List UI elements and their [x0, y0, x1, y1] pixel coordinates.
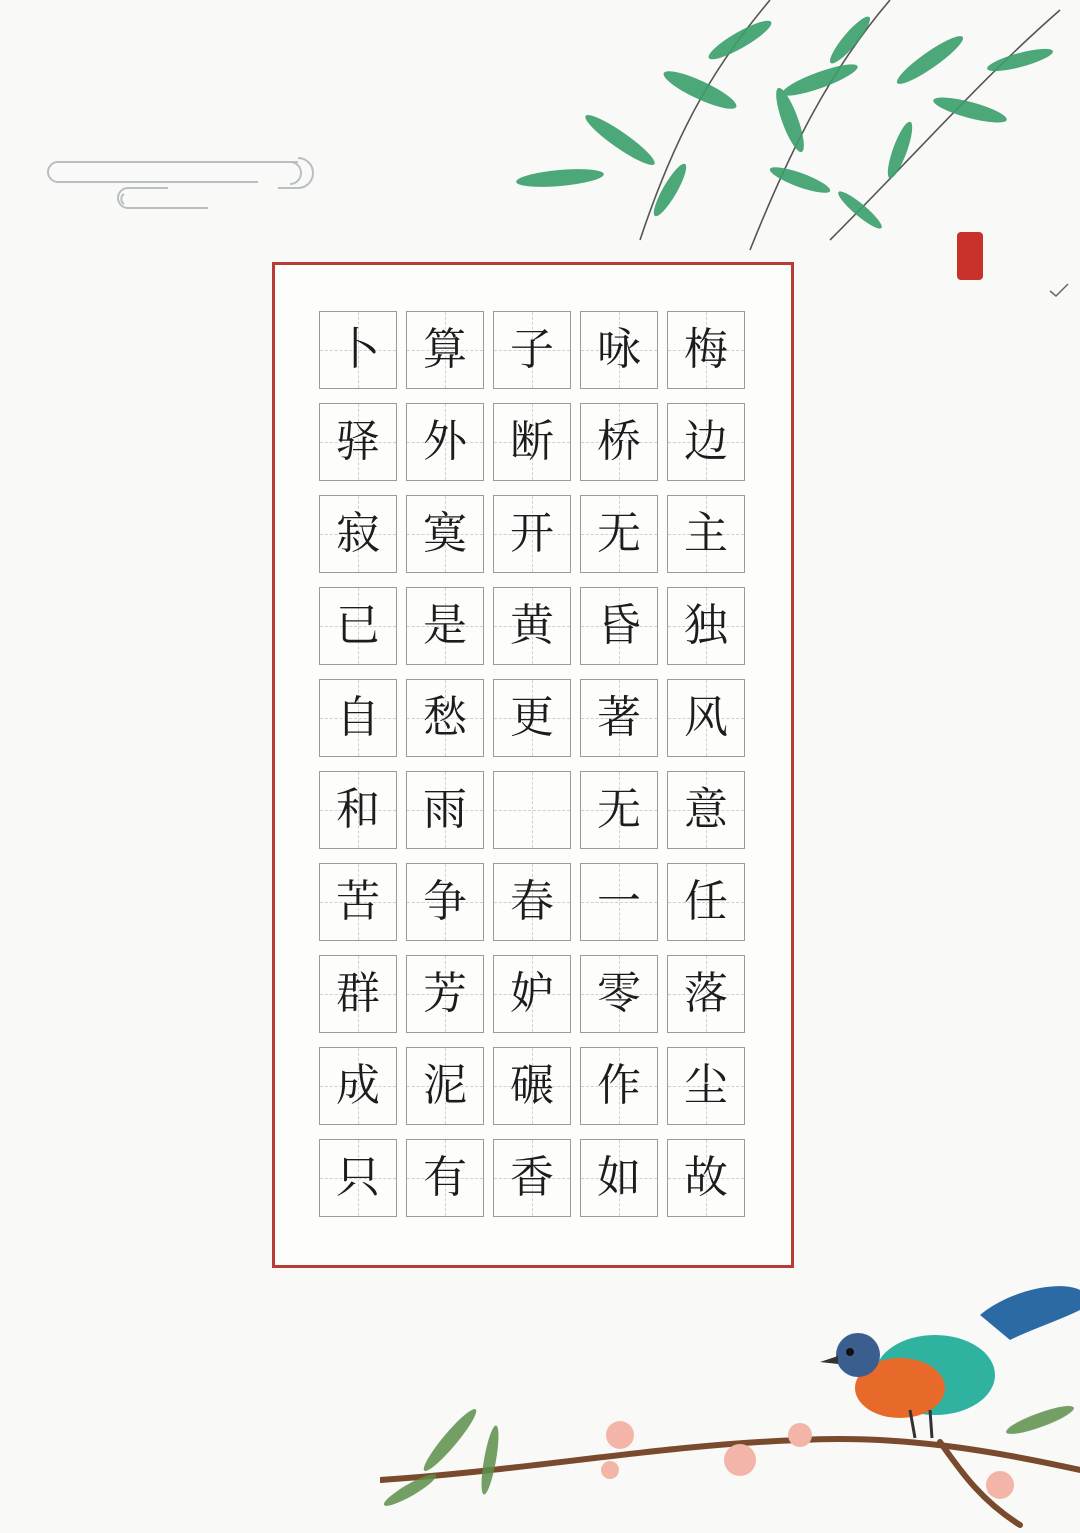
- practice-cell: [580, 863, 658, 941]
- character: 外: [423, 416, 467, 467]
- practice-cell: [667, 1139, 745, 1217]
- character: 尘: [684, 1060, 728, 1111]
- practice-cell: [493, 771, 571, 849]
- practice-cell: [580, 587, 658, 665]
- character: 苦: [336, 876, 380, 927]
- check-mark-icon: [1048, 282, 1070, 298]
- willow-branch-icon: [500, 0, 1080, 260]
- practice-cell: [493, 955, 571, 1033]
- practice-cell: [319, 771, 397, 849]
- character: 落: [684, 968, 728, 1019]
- character: 子: [510, 324, 554, 375]
- character: 作: [597, 1060, 641, 1111]
- practice-cell: [319, 403, 397, 481]
- practice-cell: [493, 679, 571, 757]
- practice-cell: [493, 587, 571, 665]
- practice-cell: [493, 311, 571, 389]
- character: 卜: [336, 324, 380, 375]
- practice-cell: [667, 403, 745, 481]
- practice-cell: [493, 863, 571, 941]
- character: 香: [510, 1152, 554, 1203]
- cloud-scroll-icon: [28, 150, 318, 240]
- practice-cell: [580, 495, 658, 573]
- bird-on-branch-icon: [380, 1270, 1080, 1533]
- character: 意: [684, 784, 728, 835]
- practice-cell: [667, 587, 745, 665]
- character: 风: [684, 692, 728, 743]
- character: 有: [423, 1152, 467, 1203]
- character: 妒: [510, 968, 554, 1019]
- character: 开: [510, 508, 554, 559]
- practice-cell: [319, 1139, 397, 1217]
- character: 无: [597, 508, 641, 559]
- practice-cell: [406, 1139, 484, 1217]
- practice-cell: [667, 955, 745, 1033]
- practice-cell: [493, 495, 571, 573]
- practice-cell: [406, 495, 484, 573]
- calligraphy-practice-frame: [272, 262, 794, 1268]
- character-grid: [319, 311, 745, 1217]
- practice-cell: [406, 1047, 484, 1125]
- practice-cell: [580, 679, 658, 757]
- character: 故: [684, 1152, 728, 1203]
- character: 碾: [510, 1060, 554, 1111]
- character: 已: [336, 600, 380, 651]
- character: 只: [336, 1152, 380, 1203]
- character: 成: [336, 1060, 380, 1111]
- character: 更: [510, 692, 554, 743]
- practice-cell: [319, 863, 397, 941]
- practice-cell: [667, 1047, 745, 1125]
- character: 寂: [336, 508, 380, 559]
- practice-cell: [667, 679, 745, 757]
- character: 断: [510, 416, 554, 467]
- practice-cell: [493, 1047, 571, 1125]
- practice-cell: [580, 1139, 658, 1217]
- practice-cell: [667, 863, 745, 941]
- practice-cell: [406, 587, 484, 665]
- character: 愁: [423, 692, 467, 743]
- practice-cell: [406, 863, 484, 941]
- character: 桥: [597, 416, 641, 467]
- character: 泥: [423, 1060, 467, 1111]
- character: 边: [684, 416, 728, 467]
- character: 主: [684, 508, 728, 559]
- practice-cell: [406, 679, 484, 757]
- practice-cell: [319, 495, 397, 573]
- practice-cell: [406, 403, 484, 481]
- practice-cell: [580, 311, 658, 389]
- character: 芳: [423, 968, 467, 1019]
- character: 昏: [597, 600, 641, 651]
- character: 春: [510, 876, 554, 927]
- practice-cell: [319, 1047, 397, 1125]
- character: 争: [423, 876, 467, 927]
- character: 驿: [336, 416, 380, 467]
- practice-cell: [319, 679, 397, 757]
- practice-cell: [406, 311, 484, 389]
- practice-cell: [667, 495, 745, 573]
- practice-cell: [580, 771, 658, 849]
- character: 著: [597, 692, 641, 743]
- character: 自: [336, 692, 380, 743]
- practice-cell: [406, 955, 484, 1033]
- practice-cell: [319, 955, 397, 1033]
- character: 黄: [510, 600, 554, 651]
- seal-stamp-icon: [955, 230, 985, 282]
- character: 零: [597, 968, 641, 1019]
- practice-cell: [580, 1047, 658, 1125]
- character: 梅: [684, 324, 728, 375]
- character: 和: [336, 784, 380, 835]
- practice-cell: [319, 587, 397, 665]
- practice-cell: [580, 955, 658, 1033]
- practice-cell: [493, 403, 571, 481]
- character: 群: [336, 968, 380, 1019]
- practice-cell: [406, 771, 484, 849]
- practice-cell: [667, 311, 745, 389]
- character: 一: [597, 876, 641, 927]
- practice-cell: [319, 311, 397, 389]
- character: 算: [423, 324, 467, 375]
- practice-cell: [667, 771, 745, 849]
- character: 任: [684, 876, 728, 927]
- practice-cell: [580, 403, 658, 481]
- character: 如: [597, 1152, 641, 1203]
- character: 寞: [423, 508, 467, 559]
- character: 雨: [423, 784, 467, 835]
- character: 咏: [597, 324, 641, 375]
- practice-cell: [493, 1139, 571, 1217]
- character: 是: [423, 600, 467, 651]
- character: 无: [597, 784, 641, 835]
- character: 独: [684, 600, 728, 651]
